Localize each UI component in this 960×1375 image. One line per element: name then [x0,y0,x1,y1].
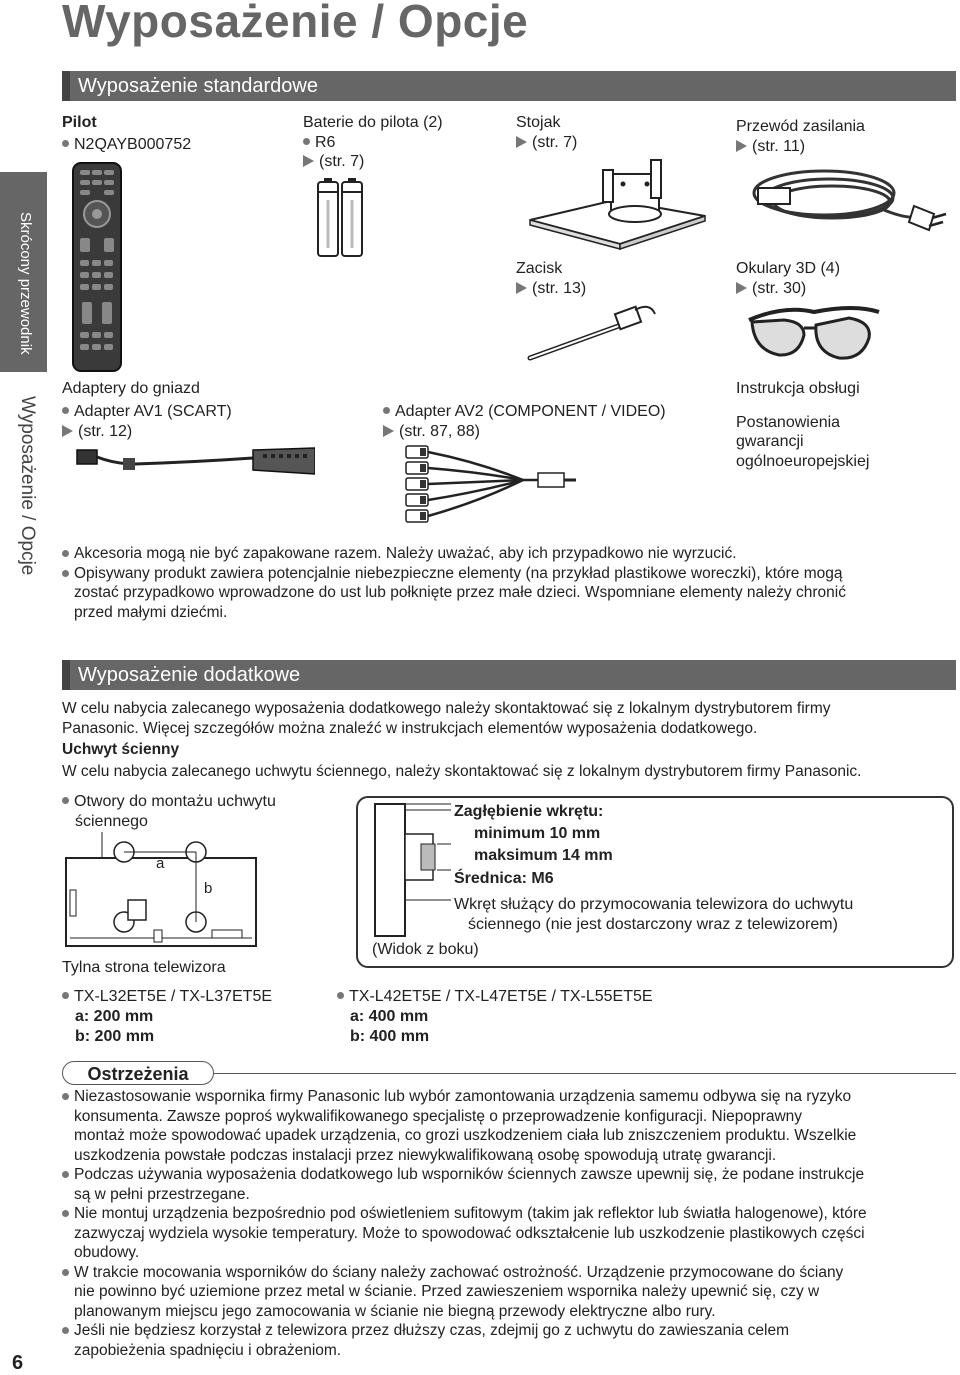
rear-view-caption: Tylna strona telewizora [62,959,226,976]
warranty-line-1: Postanowienia [736,414,841,431]
scart-adapter-icon [75,440,315,480]
screw-depth-label: Zagłębienie wkrętu: [454,803,604,820]
remote-control-icon [72,162,122,372]
adapter-av1: Adapter AV1 (SCART) [62,402,232,422]
glasses-ref[interactable]: (str. 30) [736,279,806,299]
holes-label: Otwory do montażu uchwytu [62,792,276,812]
side-view-caption: (Widok z boku) [372,941,479,958]
power-cord-icon [744,158,949,248]
warnings-title: Ostrzeżenia [62,1061,214,1085]
warning-5: Jeśli nie będziesz korzystał z telewizora przez dłuższy czas, zdejmij go z uchwytu do zawieszania celem zapobieżenia spadnięciu i obrażeniom. [62,1321,952,1360]
page-number: 6 [12,1352,24,1374]
optional-intro: W celu nabycia zalecanego wyposażenia dodatkowego należy skontaktować się z lokalnym dystrybutorem firmy Panasonic. Więcej szczegółów można znaleźć w instrukcjach elementów wyposażenia dodatkowego. Uchwyt ścienny W celu nabycia zalecanego uchwytu ściennego, należy skontaktować się z lokalnym dystrybutorem firmy Panasonic. [62,699,942,781]
stand-ref[interactable]: (str. 7) [516,133,577,153]
accessories-notes: Akcesoria mogą nie być zapakowane razem. Należy uważać, aby ich przypadkowo nie wyrzucić. Opisywany produkt zawiera potencjalnie niebezpieczne elementy (na przykład plastikowe woreczki), które mogą zostać przypadkowo wprowadzone do ust lub połknięte przez małe dzieci. Wspomniane elementy należy chronić przed małymi dziećmi. [62,544,942,622]
stand-title: Stojak [516,114,561,131]
page-title: Wyposażenie / Opcje [62,0,529,47]
power-cord-title: Przewód zasilania [736,118,865,135]
tv-rear-diagram [62,830,262,956]
warning-4: W trakcie mocowania wsporników do ściany należy zachować ostrożność. Urządzenie przymocowane do ściany nie powinno być uziemione przez metal w ścianie. Przed zawieszeniem wspornika należy upewnić się, czy w planowanym miejscu jego zamocowania w ścianie nie biegną przewody elektryczne albo rury. [62,1263,952,1322]
adapters-title: Adaptery do gniazd [62,380,200,397]
wall-bracket-title: Uchwyt ścienny [62,741,180,758]
manual-item: Instrukcja obsługi [736,380,860,397]
screw-min: minimum 10 mm [474,825,601,842]
warnings-list [62,1087,952,1360]
component-adapter-icon [398,442,578,527]
wall-bracket-text: W celu nabycia zalecanego uchwytu ściennego, należy skontaktować się z lokalnym dystrybutorem firmy Panasonic. [62,762,862,780]
batteries-type: R6 [303,133,335,153]
side-tab-accessories[interactable] [0,372,47,602]
section-heading-standard: Wyposażenie standardowe [62,71,956,101]
warning-2: Podczas używania wyposażenia dodatkowego lub wsporników ściennych zawsze upewnij się, że podane instrukcje są w pełni przestrzegane. [62,1165,952,1204]
screw-side-view-diagram [365,800,455,940]
batteries-title: Baterie do pilota (2) [303,114,443,131]
dimension-a-label: a [156,855,165,872]
screw-note-1: Wkręt służący do przymocowania telewizora do uchwytu [454,896,854,913]
side-tab-quick-guide[interactable] [0,172,47,372]
warning-1: Niezastosowanie wspornika firmy Panasonic lub wybór zamontowania urządzenia samemu odbywa się na ryzyko konsumenta. Zawsze poproś wykwalifikowanego specjalistę o przeprowadzenie konfiguracji. Niepoprawny montaż może spowodować upadek urządzenia, co grozi uszkodzeniem ciała lub zniszczeniem produktu. Wszelkie uszkodzenia powstałe podczas instalacji przez niewykwalifikowaną osobę spowodują utratę gwarancji. [62,1087,952,1165]
pilot-model: N2QAYB000752 [62,135,191,155]
section-heading-optional: Wyposażenie dodatkowe [62,660,956,690]
stand-icon [525,152,710,250]
adapter-av2-ref[interactable]: (str. 87, 88) [383,422,480,442]
holes-label-2: ściennego [75,813,148,830]
model-group-2: TX-L42ET5E / TX-L47ET5E / TX-L55ET5E a: 400 mm b: 400 mm [337,987,653,1047]
side-tab-quick-guide-label: Skrócony przewodnik [17,212,34,355]
glasses-title: Okulary 3D (4) [736,260,841,277]
pilot-title: Pilot [62,114,97,131]
screw-max: maksimum 14 mm [474,847,613,864]
screw-diameter: Średnica: M6 [454,870,554,887]
screw-note-2: ściennego (nie jest dostarczony wraz z telewizorem) [468,916,838,933]
batteries-ref[interactable]: (str. 7) [303,152,364,172]
dimension-b-label: b [204,880,213,897]
clamp-title: Zacisk [516,260,563,277]
warranty-line-2: gwarancji [736,433,804,450]
side-tab-accessories-label: Wyposażenie / Opcje [17,396,38,576]
model-group-1: TX-L32ET5E / TX-L37ET5E a: 200 mm b: 200 mm [62,987,272,1047]
warranty-line-3: ogólnoeuropejskiej [736,453,870,470]
warnings-divider [214,1073,956,1074]
adapter-av1-ref[interactable]: (str. 12) [62,422,132,442]
adapter-av2: Adapter AV2 (COMPONENT / VIDEO) [383,402,666,422]
power-cord-ref[interactable]: (str. 11) [736,137,805,157]
clamp-ref[interactable]: (str. 13) [516,279,586,299]
clamp-icon [525,300,665,365]
batteries-icon [316,178,364,258]
warning-3: Nie montuj urządzenia bezpośrednio pod oświetleniem sufitowym (takim jak reflektor lub światła halogenowe), które zazwyczaj wydziela wysokie temperatury. Może to spowodować odkształcenie lub uszkodzenie plastikowych części obudowy. [62,1204,952,1263]
3d-glasses-icon [744,300,884,370]
